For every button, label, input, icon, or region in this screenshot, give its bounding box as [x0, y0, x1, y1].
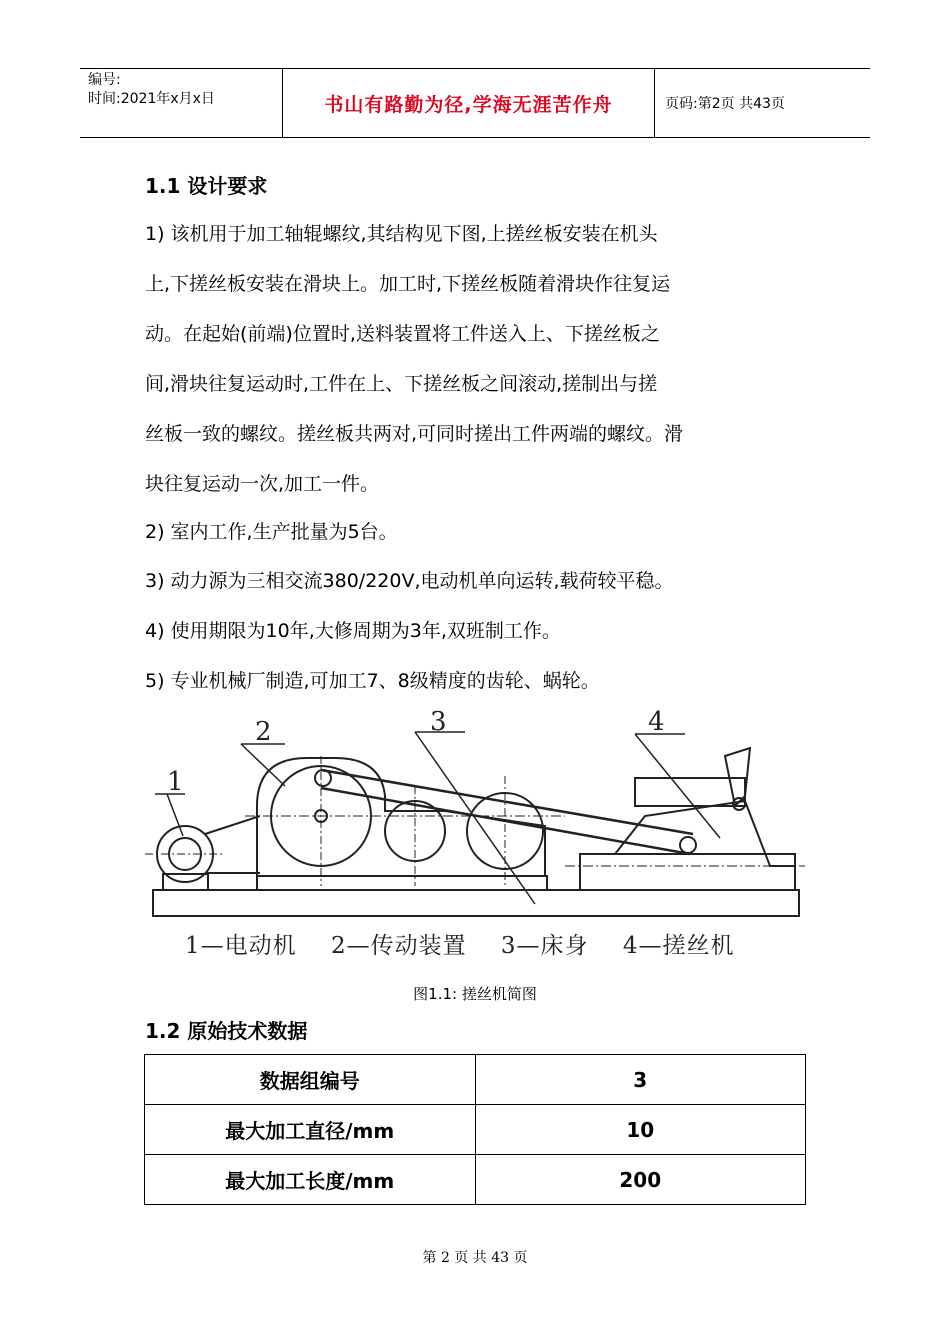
table-cell: 10 [475, 1105, 806, 1155]
page-header [80, 68, 870, 138]
figure-caption: 图1.1: 搓丝机简图 [413, 985, 537, 1003]
paragraph-line: 间,滑块往复运动时,工件在上、下搓丝板之间滚动,搓制出与搓 [145, 373, 658, 395]
machine-drawing [145, 706, 810, 921]
table-cell: 最大加工长度/mm [145, 1155, 476, 1205]
legend-item-1: 1—电动机 [185, 933, 297, 959]
table-cell: 数据组编号 [145, 1055, 476, 1105]
section-title-1-2: 1.2 原始技术数据 [145, 1019, 308, 1043]
requirement-item-3: 3) 动力源为三相交流380/220V,电动机单向运转,载荷较平稳。 [145, 570, 674, 592]
rod-pin [680, 837, 696, 853]
callout-2: 2 [255, 717, 272, 747]
callout-4: 4 [648, 707, 665, 737]
table-row [145, 1105, 806, 1155]
table-row [145, 1055, 806, 1105]
requirement-item-2: 2) 室内工作,生产批量为5台。 [145, 521, 398, 543]
slide-block [580, 854, 795, 890]
table-row [145, 1155, 806, 1205]
header-meta [80, 69, 282, 137]
header-number: 编号: [88, 72, 121, 88]
gearbox-bottom [257, 876, 547, 890]
technical-data-table [144, 1054, 806, 1205]
header-time: 时间:2021年x月x日 [88, 91, 215, 107]
callout-1: 1 [167, 767, 184, 797]
legend-item-4: 4—搓丝机 [622, 933, 735, 959]
figure-legend [185, 927, 761, 960]
legend-item-3: 3—床身 [500, 933, 589, 959]
table-cell: 3 [475, 1055, 806, 1105]
requirement-item-5: 5) 专业机械厂制造,可加工7、8级精度的齿轮、蜗轮。 [145, 670, 600, 692]
design-requirements-paragraph [145, 209, 800, 509]
paragraph-line: 动。在起始(前端)位置时,送料装置将工件送入上、下搓丝板之 [145, 323, 660, 345]
crank-pin [315, 770, 331, 786]
machine-base [153, 890, 799, 916]
header-page-info: 页码:第2页 共43页 [665, 96, 785, 112]
page-footer: 第 2 页 共 43 页 [422, 1250, 528, 1266]
legend-item-2: 2—传动装置 [330, 933, 467, 959]
requirement-item-4: 4) 使用期限为10年,大修周期为3年,双班制工作。 [145, 620, 561, 642]
header-motto: 书山有路勤为径,学海无涯苦作舟 [282, 69, 655, 137]
paragraph-line: 块往复运动一次,加工一件。 [145, 473, 380, 495]
table-cell: 200 [475, 1155, 806, 1205]
table-cell: 最大加工直径/mm [145, 1105, 476, 1155]
callout-3: 3 [430, 707, 447, 737]
paragraph-line: 丝板一致的螺纹。搓丝板共两对,可同时搓出工件两端的螺纹。滑 [145, 423, 684, 445]
paragraph-line: 1) 该机用于加工轴辊螺纹,其结构见下图,上搓丝板安装在机头 [145, 223, 658, 245]
section-title-1-1: 1.1 设计要求 [145, 174, 268, 198]
paragraph-line: 上,下搓丝板安装在滑块上。加工时,下搓丝板随着滑块作往复运 [145, 273, 671, 295]
